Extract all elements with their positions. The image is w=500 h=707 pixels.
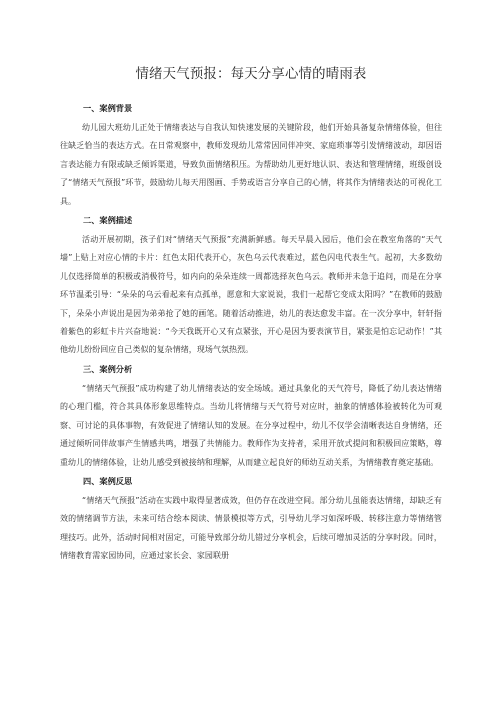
section-heading: 二、案例描述: [83, 215, 133, 226]
section-paragraph: 活动开展初期，孩子们对“情绪天气预报”充满新鲜感。每天早晨入园后，他们会在教室角落的“天气墙”上贴上对应心情的卡片：红色太阳代表开心，灰色乌云代表难过，蓝色闪电代表生气。起初，大多数幼儿仅选择简单的积极或消极符号，如内向的朵朵连续一周都选择灰色乌云。教师并未急于追问，而是在分享环节温柔引导：“朵朵的乌云看起来有点孤单，愿意和大家说说，我们一起帮它变成太阳吗？”在教师的鼓励下，朵朵小声说出是因为弟弟抢了她的画笔。随着活动推进，幼儿的表达愈发丰富。在一次分享中，轩轩指着紫色的彩虹卡片兴奋地说：“今天我既开心又有点紧张，开心是因为要表演节目，紧张是怕忘记动作！”其他幼儿纷纷回应自己类似的复杂情绪，现场气氛热烈。: [60, 235, 442, 355]
section-heading: 三、案例分析: [83, 363, 133, 374]
section-paragraph: “情绪天气预报”活动在实践中取得显著成效，但仍存在改进空间。部分幼儿虽能表达情绪，却缺乏有效的情绪调节方法，未来可结合绘本阅读、情景模拟等方式，引导幼儿学习如深呼吸、转移注意力等情绪管理技巧。此外，活动时间相对固定，可能导致部分幼儿错过分享机会，后续可增加灵活的分享时段。同时，情绪教育需家园协同，应通过家长会、家园联册: [60, 495, 442, 561]
document-title: 情绪天气预报：每天分享心情的晴雨表: [135, 67, 367, 82]
section-analysis: [60, 363, 442, 472]
section-background: [60, 102, 442, 211]
section-paragraph: “情绪天气预报”成功构建了幼儿情绪表达的安全场域。通过具象化的天气符号，降低了幼儿表达情绪的心理门槛，符合其具体形象思维特点。当幼儿将情绪与天气符号对应时，抽象的情感体验被转化为可观察、可讨论的具体事物，有效促进了情绪认知的发展。在分享过程中，幼儿不仅学会清晰表达自身情绪，还通过倾听同伴故事产生情感共鸣，增强了共情能力。教师作为支持者，采用开放式提问和积极回应策略，尊重幼儿的情绪体验，让幼儿感受到被接纳和理解，从而建立起良好的师幼互动关系，为情绪教育奠定基础。: [60, 383, 442, 467]
section-paragraph: 幼儿园大班幼儿正处于情绪表达与自我认知快速发展的关键阶段，他们开始具备复杂情绪体验，但往往缺乏恰当的表达方式。在日常观察中，教师发现幼儿常常因同伴冲突、家庭琐事等引发情绪波动，却因语言表达能力有限或缺乏倾诉渠道，导致负面情绪积压。为帮助幼儿更好地认识、表达和管理情绪，班级创设了“情绪天气预报”环节，鼓励幼儿每天用图画、手势或语言分享自己的心情，将其作为情绪表达的可视化工具。: [60, 123, 442, 206]
section-heading: 一、案例背景: [83, 103, 133, 113]
section-reflection: [60, 475, 442, 566]
section-heading: 四、案例反思: [83, 475, 133, 486]
section-description: [60, 214, 442, 360]
